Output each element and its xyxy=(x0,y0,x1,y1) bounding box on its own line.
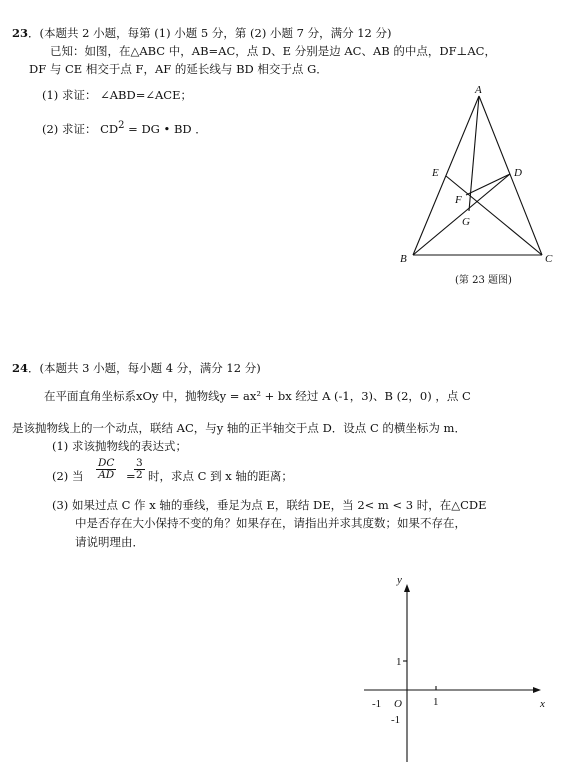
q23-number: 23 xyxy=(12,26,29,40)
q23-part2-text-b: = DG • BD ． xyxy=(124,121,207,136)
label-G: G xyxy=(462,216,470,228)
q24-part3-line3: 请说明理由． xyxy=(75,535,144,549)
y-axis-arrow xyxy=(404,584,410,592)
label-E: E xyxy=(432,167,439,179)
fraction-numerator: DC xyxy=(98,457,115,469)
x-axis-label: x xyxy=(540,698,545,710)
q24-part3-line1: (3) 如果过点 C 作 x 轴的垂线，垂足为点 E，联结 DE，当 2< m < 3 时，在△CDE xyxy=(52,498,487,512)
q23-figure-caption: (第 23 题图) xyxy=(455,275,512,286)
y-label-neg1: -1 xyxy=(391,714,401,726)
q23-part2-superscript: 2 xyxy=(118,120,125,131)
q24-intro-line2: 是该抛物线上的一个动点，联结 AC，与y 轴的正半轴交于点 D．设点 C 的横坐标为 m． xyxy=(12,421,466,435)
fraction-denominator: AD xyxy=(98,469,115,481)
q23-given-line2: DF 与 CE 相交于点 F，AF 的延长线与 BD 相交于点 G． xyxy=(29,62,328,76)
q23-score-info: ．(本题共 2 小题，每第 (1) 小题 5 分，第 (2) 小题 7 分，满分 12 分) xyxy=(28,26,392,40)
q24-number: 24 xyxy=(12,361,29,375)
fraction-numerator: 3 xyxy=(136,457,143,469)
x-axis-arrow xyxy=(533,687,541,693)
label-B: B xyxy=(400,253,407,265)
q24-part2-text: 时，求点 C 到 x 轴的距离； xyxy=(148,469,293,483)
fraction-denominator: 2 xyxy=(136,469,143,481)
q23-given-line1: 已知：如图，在△ABC 中，AB=AC，点 D、E 分别是边 AC、AB 的中点，DF⊥AC， xyxy=(50,44,496,58)
origin-label: O xyxy=(394,698,402,710)
q23-part1: (1) 求证： ∠ABD=∠ACE； xyxy=(42,88,192,102)
y-label-1: 1 xyxy=(396,656,402,668)
q24-part3-line2: 中是否存在大小保持不变的角？如果存在，请指出并求其度数；如果不存在， xyxy=(75,516,466,530)
q24-part2-equals: = xyxy=(126,469,136,483)
q24-part2-label: (2) 当 xyxy=(52,469,84,483)
q24-intro-line1: 在平面直角坐标系xOy 中，抛物线y = ax² + bx 经过 A (-1，3)、B (2，0) ，点 C xyxy=(44,389,471,403)
y-axis-label: y xyxy=(397,574,402,586)
q24-part1: (1) 求该抛物线的表达式； xyxy=(52,439,187,453)
q24-score-info: ．(本题共 3 小题，每小题 4 分，满分 12 分) xyxy=(28,361,261,375)
label-C: C xyxy=(545,253,553,265)
x-label-1: 1 xyxy=(433,696,439,708)
label-A: A xyxy=(475,84,482,96)
label-D: D xyxy=(514,167,522,179)
label-F: F xyxy=(455,194,462,206)
q23-part2-text-a: (2) 求证： CD xyxy=(42,121,119,136)
x-label-neg1: -1 xyxy=(372,698,382,710)
